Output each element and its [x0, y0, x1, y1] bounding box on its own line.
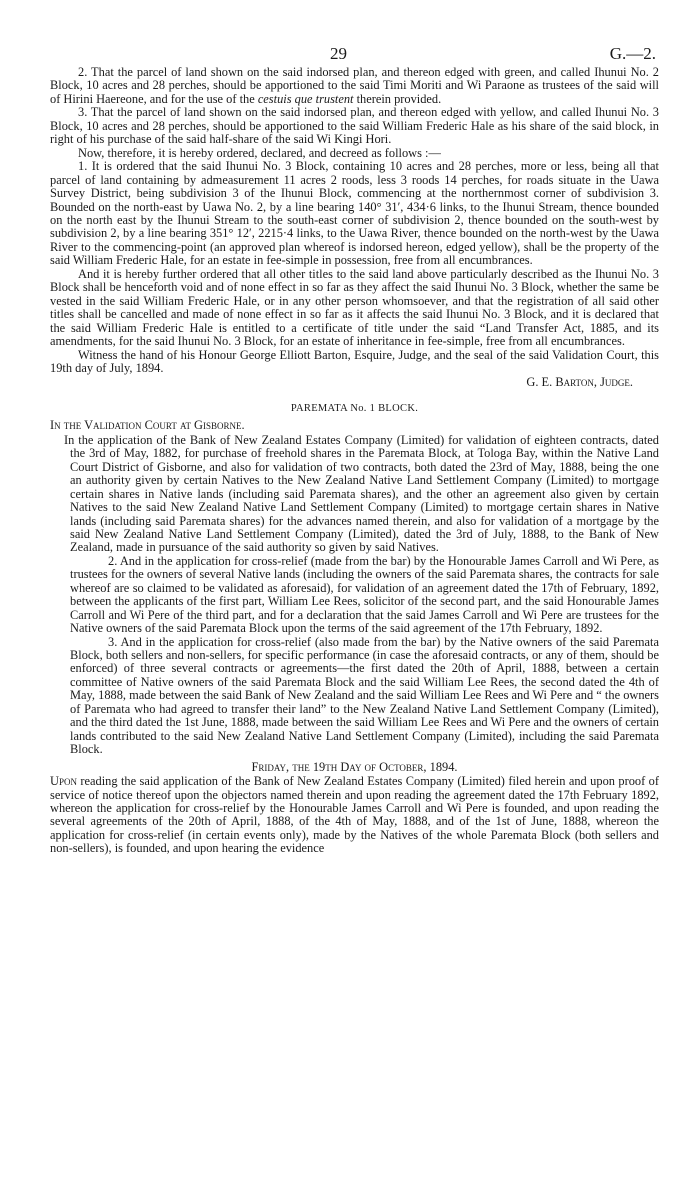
judge-signature: G. E. Barton, Judge. [526, 375, 633, 390]
paragraph-clause-2 [50, 66, 659, 106]
paragraph-clause-3: 3. That the parcel of land shown on the said indorsed plan, and thereon edged with yellow, and called Ihunui No. 3 Block, 10 acres and 28 perches, should be apportioned to the said William Frederic Hale as his share of the said block, in right of his purchase of the said half-share of the said Wi Kingi Hori. [50, 105, 659, 147]
page-number: 29 [330, 44, 347, 63]
application-paragraph-1: In the application of the Bank of New Zealand Estates Company (Limited) for validation of eighteen contracts, dated the 3rd of May, 1882, for purchase of freehold shares in the Paremata Block, at Tologa Bay, within the Native Land Court District of Gisborne, and also for validation of two contracts, both dated the 23rd of May, 1888, being the one an authority given by certain Natives to the New Zealand Native Land Settlement Company (Limited) to mortgage certain shares in Native lands (including said Paremata shares), and the other an agreement also given by certain Natives to the said New Zealand Native Land Settlement Company (Limited) to mortgage certain shares in Native lands (including said Paremata shares) for the advances named therein, and also for validation of a mortgage by the said New Zealand Native Land Settlement Company (Limited), dated the 3rd of July, 1888, to the Bank of New Zealand, made in pursuance of the said authority so given by said Natives. [64, 432, 659, 555]
paragraph-order-1: 1. It is ordered that the said Ihunui No. 3 Block, containing 10 acres and 28 perches, more or less, being all that parcel of land containing by admeasurement 11 acres 2 roods, less 3 roods 14 perches, for roads situate in the Uawa Survey District, being subdivision 3 of the Ihunui Block, commencing at the northernmost corner of subdivision 3. Bounded on the north-east by Uawa No. 2, by a line bearing 140° 31′, 434·6 links, to the Ihunui Stream, thence bounded on the north east by the Ihunui Stream to the south-east corner of subdivision 2, thence bounded on the south-west by subdivision 2, by a line bearing 351° 12′, 2215·4 links, to the Uawa River, thence bounded on the north-west by the Uawa River to the commencing-point (an approved plan whereof is indorsed hereon, edged yellow), shall be the property of the said William Frederic Hale, for an estate in fee-simple in possession, free from all encumbrances. [50, 159, 659, 268]
clause-2-text-b: therein provided. [353, 91, 442, 106]
document-body [50, 66, 659, 856]
paragraph-upon-reading [50, 775, 659, 856]
document-reference: G.—2. [609, 44, 656, 63]
application-paragraph-2: 2. And in the application for cross-relief (made from the bar) by the Honourable James Carroll and Wi Pere, as trustees for the owners of several Native lands (including the owners of the said Paremata shares, the contracts for sale whereof are so claimed to be validated as aforesaid), for validation of an agreement dated the 17th of February, 1892, between the applicants of the first part, William Lee Rees, solicitor of the second part, and the said Honourable James Carroll and Wi Pere of the third part, and for a declaration that the said James Carroll and Wi Pere are trustees for the Native owners of the said Paremata Block upon the terms of the said agreement of the 17th February, 1892. [70, 553, 659, 636]
upon-reading-text: reading the said application of the Bank of New Zealand Estates Company (Limited) filed herein and upon proof of service of notice thereof upon the objectors named therein and upon reading the agreement dated the 17th February 1892, whereon the application for cross-relief by the Honourable James Carroll and Wi Pere is founded, and upon reading the several agreements of the 20th of April, 1888, of the 4th of May, 1888, and of the 1st of June, 1888, whereon the application for cross-relief (in certain events only), made by the Natives of the whole Paremata Block (both sellers and non-sellers), is founded, and upon hearing the evidence [50, 774, 659, 856]
cestuis-que-trustent: cestuis que trustent [257, 91, 354, 106]
application-paragraph-3: 3. And in the application for cross-relief (also made from the bar) by the Native owners of the said Paremata Block, both sellers and non-sellers, for specific performance (in case the aforesaid contracts, or any of them, should be enforced) of three several contracts or agreements—the first dated the 20th of April, 1888, between a certain committee of Native owners of the said Paremata Block and the said William Lee Rees, the second dated the 4th of May, 1888, made between the said Bank of New Zealand and the said William Lee Rees and Wi Pere and “ the owners of Paremata who had agreed to transfer their land” to the New Zealand Native Land Settlement Company (Limited), and the third dated the 1st June, 1888, made between the said William Lee Rees and Wi Pere and the owners of certain lands contributed to the said New Zealand Native Land Settlement Company (Limited), including the said Paremata Block. [70, 634, 659, 757]
paragraph-further-ordered: And it is hereby further ordered that all other titles to the said land above particularly described as the Ihunui No. 3 Block shall be henceforth void and of none effect in so far as they affect the said Ihunui No. 3 Block, whether the same be vested in the said William Frederic Hale, or in any other person whomsoever, and that the registration of all said other titles shall be cancelled and made of none effect in so far as it affects the said Ihunui No. 3 Block, and it is declared that the said William Frederic Hale is entitled to a certificate of title under the said “Land Transfer Act, 1885, and its amendments, for the said Ihunui No. 3 Block, for an estate of inheritance in fee-simple, free from all encumbrances. [50, 266, 659, 349]
hearing-date: Friday, the 19th Day of October, 1894. [251, 759, 458, 774]
clause-2-text-a: 2. That the parcel of land shown on the said indorsed plan, and thereon edged with green, and called Ihunui No. 2 Block, 10 acres and 28 perches, should be apportioned to the said Timi Moriti and Wi Paraone as trustees of the said will of Hirini Haereone, and for the use of the [50, 65, 659, 106]
court-name: In the Validation Court at Gisborne. [50, 418, 245, 433]
paragraph-now-therefore: Now, therefore, it is hereby ordered, declared, and decreed as follows :— [78, 145, 441, 160]
section-heading-paremata: PAREMATA No. 1 BLOCK. [290, 402, 419, 414]
paragraph-witness: Witness the hand of his Honour George Elliott Barton, Esquire, Judge, and the seal of the said Validation Court, this 19th day of July, 1894. [50, 347, 659, 375]
upon-lead-word: Upon [50, 774, 77, 789]
